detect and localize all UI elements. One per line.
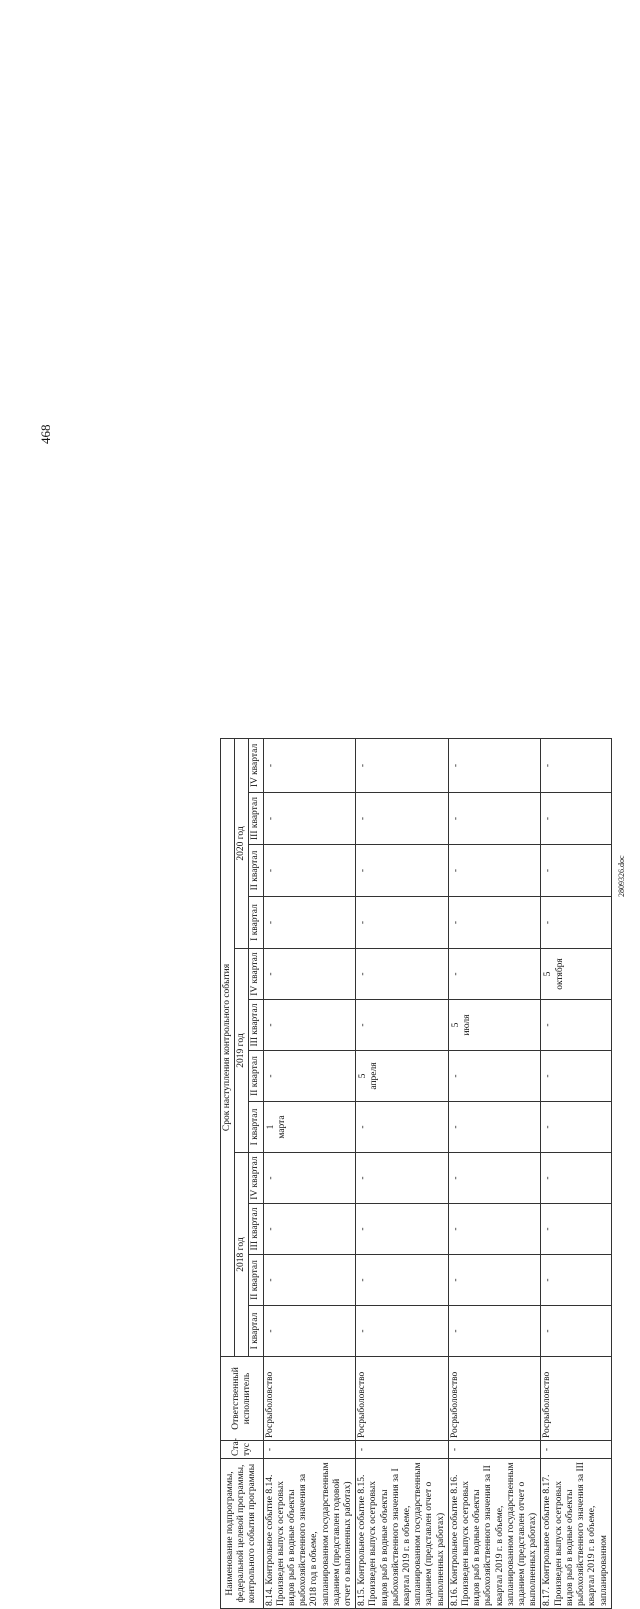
event-name: 8.14. Контрольное событие 8.14. Произведен выпуск осетровых видов рыб в водные объекты рыбохозяйственного значения за 2018 год в объеме, запланированном государственным заданием (представлен годовой отчет о выполненных работах) (263, 1459, 356, 1609)
deadline-cell: 1 марта (263, 1102, 356, 1153)
deadline-cell: - (541, 1306, 611, 1357)
header-quarter: IV квартал (249, 949, 263, 1000)
event-status: - (356, 1441, 449, 1459)
event-responsible: Росрыболовство (541, 1357, 611, 1441)
deadline-cell: - (263, 1204, 356, 1255)
deadline-cell: - (356, 738, 449, 792)
deadline-cell: - (356, 1255, 449, 1306)
deadline-cell: - (263, 845, 356, 897)
event-status: - (448, 1441, 541, 1459)
deadline-cell: - (448, 949, 541, 1000)
deadline-cell: - (448, 1255, 541, 1306)
deadline-cell: - (448, 845, 541, 897)
event-name: 8.15. Контрольное событие 8.15. Произведен выпуск осетровых видов рыб в водные объекты рыбохозяйственного значения за I квартал 2019 г. в объеме, запланированном государственным заданием (представлен отчет о выполненных работах) (356, 1459, 449, 1609)
deadline-cell: - (541, 738, 611, 792)
deadline-cell: - (356, 1306, 449, 1357)
deadline-cell: 5 июля (448, 1000, 541, 1051)
deadline-cell: - (263, 949, 356, 1000)
deadline-cell: - (541, 1153, 611, 1204)
header-quarter: I квартал (249, 1306, 263, 1357)
deadline-cell: - (448, 793, 541, 845)
deadline-cell: - (263, 738, 356, 792)
header-quarter: IV квартал (249, 1153, 263, 1204)
header-responsible: Ответственный исполнитель (221, 1357, 264, 1441)
deadline-cell: - (448, 1306, 541, 1357)
table-row (448, 738, 541, 1608)
header-status: Ста- тус (221, 1441, 264, 1459)
table-row (356, 738, 449, 1608)
deadline-cell: - (263, 1306, 356, 1357)
table-row (263, 738, 356, 1608)
header-year: 2018 год (235, 1153, 249, 1357)
event-name: 8.17. Контрольное событие 8.17. Произведен выпуск осетровых видов рыб в водные объекты рыбохозяйственного значения за III квартал 2019 г. в объеме, запланированном (541, 1459, 611, 1609)
deadline-cell: - (448, 738, 541, 792)
deadline-cell: - (356, 1153, 449, 1204)
footer-file-name: 2809326.doc (617, 855, 626, 897)
deadline-cell: - (263, 1255, 356, 1306)
deadline-cell: - (356, 793, 449, 845)
header-year: 2019 год (235, 949, 249, 1153)
deadline-cell: - (541, 1000, 611, 1051)
deadline-cell: - (356, 1204, 449, 1255)
deadline-cell: - (541, 1255, 611, 1306)
event-status: - (263, 1441, 356, 1459)
deadline-cell: 5 октября (541, 949, 611, 1000)
deadline-cell: - (356, 1000, 449, 1051)
event-status: - (541, 1441, 611, 1459)
header-quarter: II квартал (249, 1051, 263, 1102)
table-row (541, 738, 611, 1608)
deadline-cell: - (356, 845, 449, 897)
control-events-table (220, 738, 612, 1609)
header-quarter: II квартал (249, 1255, 263, 1306)
event-responsible: Росрыболовство (263, 1357, 356, 1441)
deadline-cell: - (448, 1102, 541, 1153)
deadline-cell: - (541, 845, 611, 897)
deadline-cell: - (448, 897, 541, 949)
deadline-cell: - (356, 897, 449, 949)
event-responsible: Росрыболовство (356, 1357, 449, 1441)
deadline-cell: - (356, 1102, 449, 1153)
deadline-cell: - (263, 1000, 356, 1051)
deadline-cell: - (263, 1153, 356, 1204)
header-quarter: IV квартал (249, 738, 263, 792)
deadline-cell: - (541, 897, 611, 949)
page-number: 468 (38, 424, 53, 444)
header-name: Наименование подпрограммы, федеральной целевой программы, контрольного события программы (221, 1459, 264, 1609)
deadline-cell: - (448, 1204, 541, 1255)
deadline-cell: - (356, 949, 449, 1000)
deadline-cell: - (263, 1051, 356, 1102)
header-year: 2020 год (235, 738, 249, 948)
header-quarter: I квартал (249, 1102, 263, 1153)
deadline-cell: - (541, 1051, 611, 1102)
header-deadline: Срок наступления контрольного события (221, 738, 235, 1356)
deadline-cell: - (263, 793, 356, 845)
header-quarter: III квартал (249, 1000, 263, 1051)
deadline-cell: - (541, 793, 611, 845)
table-body (263, 738, 611, 1608)
deadline-cell: - (448, 1051, 541, 1102)
deadline-cell: - (541, 1102, 611, 1153)
header-quarter: III квартал (249, 793, 263, 845)
deadline-cell: - (263, 897, 356, 949)
deadline-cell: - (541, 1204, 611, 1255)
header-quarter: I квартал (249, 897, 263, 949)
event-responsible: Росрыболовство (448, 1357, 541, 1441)
deadline-cell: 5 апреля (356, 1051, 449, 1102)
event-name: 8.16. Контрольное событие 8.16. Произведен выпуск осетровых видов рыб в водные объекты рыбохозяйственного значения за II квартал 2019 г. в объеме, запланированном государственным заданием (представлен отчет о выполненных работах) (448, 1459, 541, 1609)
header-quarter: II квартал (249, 845, 263, 897)
header-quarter: III квартал (249, 1204, 263, 1255)
rotated-table-container (220, 739, 640, 1609)
deadline-cell: - (448, 1153, 541, 1204)
